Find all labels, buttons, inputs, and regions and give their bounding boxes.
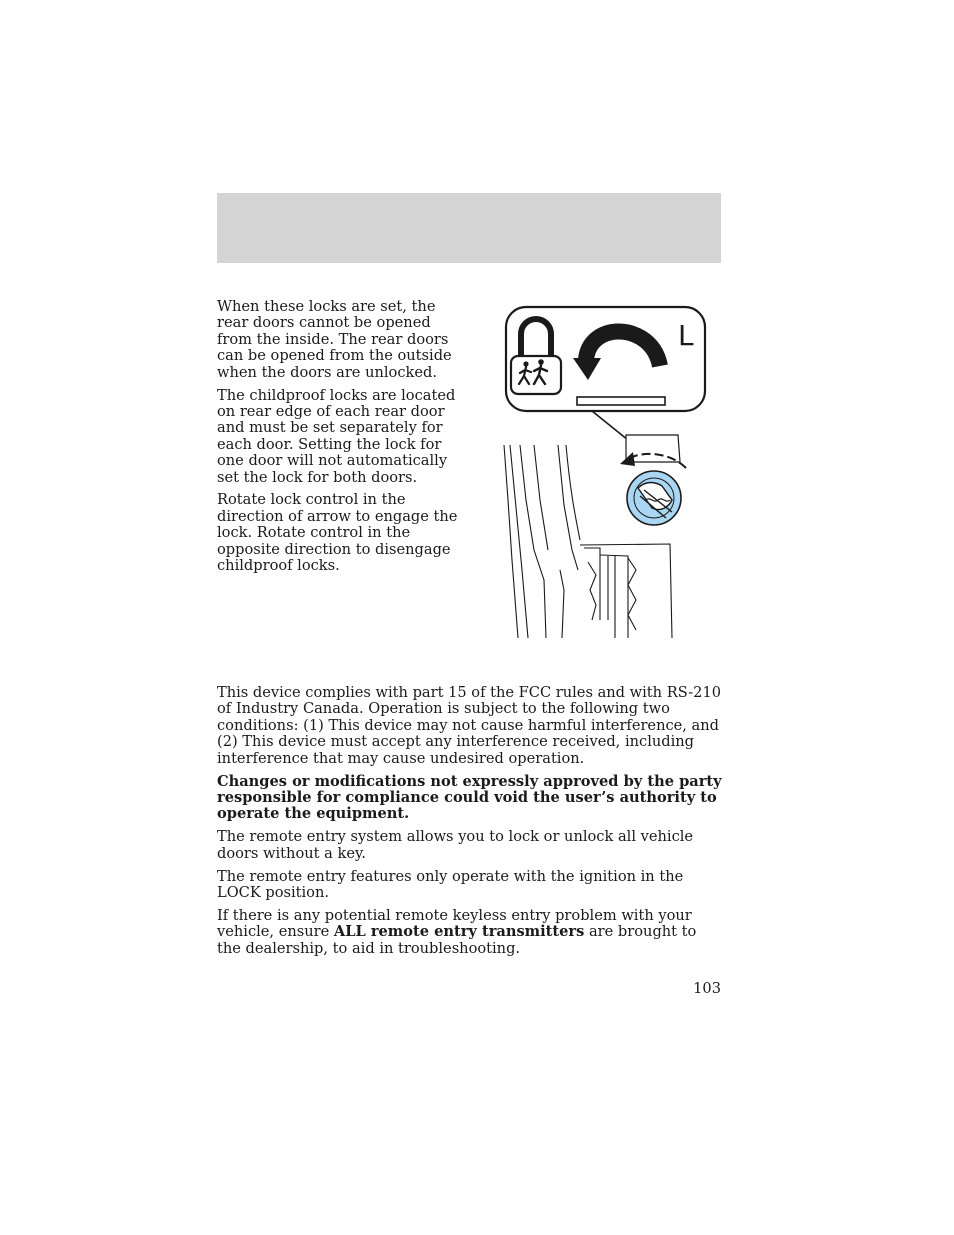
section-header-band xyxy=(217,193,721,263)
childproof-lock-illustration xyxy=(500,300,715,645)
remote-entry-intro: The remote entry system allows you to lock or unlock all vehicle doors without a key. xyxy=(217,828,694,862)
childproof-paragraph-2: The childproof locks are located on rear edge of each rear door and must be set separately for each door. Setting the lock for one door will not automatically set the lock for both doors. xyxy=(217,386,456,486)
ignition-note: The remote entry features only operate with the ignition in the LOCK position. xyxy=(217,867,684,901)
page-number: 103 xyxy=(693,980,721,997)
childproof-paragraph-1: When these locks are set, the rear doors cannot be opened from the inside. The rear doors can be opened from the outside when the doors are unlocked. xyxy=(217,298,452,381)
troubleshooting-text-end: are brought to the dealership, to aid in troubleshooting. xyxy=(217,923,697,957)
lock-letter-label: L xyxy=(678,319,694,352)
childproof-paragraph-3: Rotate lock control in the direction of arrow to engage the lock. Rotate control in the opposite direction to disengage childproof locks. xyxy=(217,491,458,575)
childproof-locks-text xyxy=(217,299,467,581)
fcc-compliance-paragraph: This device complies with part 15 of the FCC rules and with RS-210 of Industry Canada. Operation is subject to the following two conditions: (1) This device may not cause harmful interference, and (2) This device must accept any interference received, including interference that may cause undesired operation. xyxy=(217,684,722,767)
troubleshooting-paragraph xyxy=(217,908,722,957)
troubleshooting-text-start: If there is any potential remote keyless entry problem with your vehicle, ensure xyxy=(217,906,692,941)
lock-control-dial-icon xyxy=(627,471,681,525)
lock-label-callout xyxy=(506,307,705,411)
troubleshooting-text-bold: ALL remote entry transmitters xyxy=(333,923,585,941)
modification-warning: Changes or modifications not expressly approved by the party responsible for compliance could void the user’s authority to operate the equipment. xyxy=(217,772,722,823)
remote-entry-section xyxy=(217,685,722,964)
